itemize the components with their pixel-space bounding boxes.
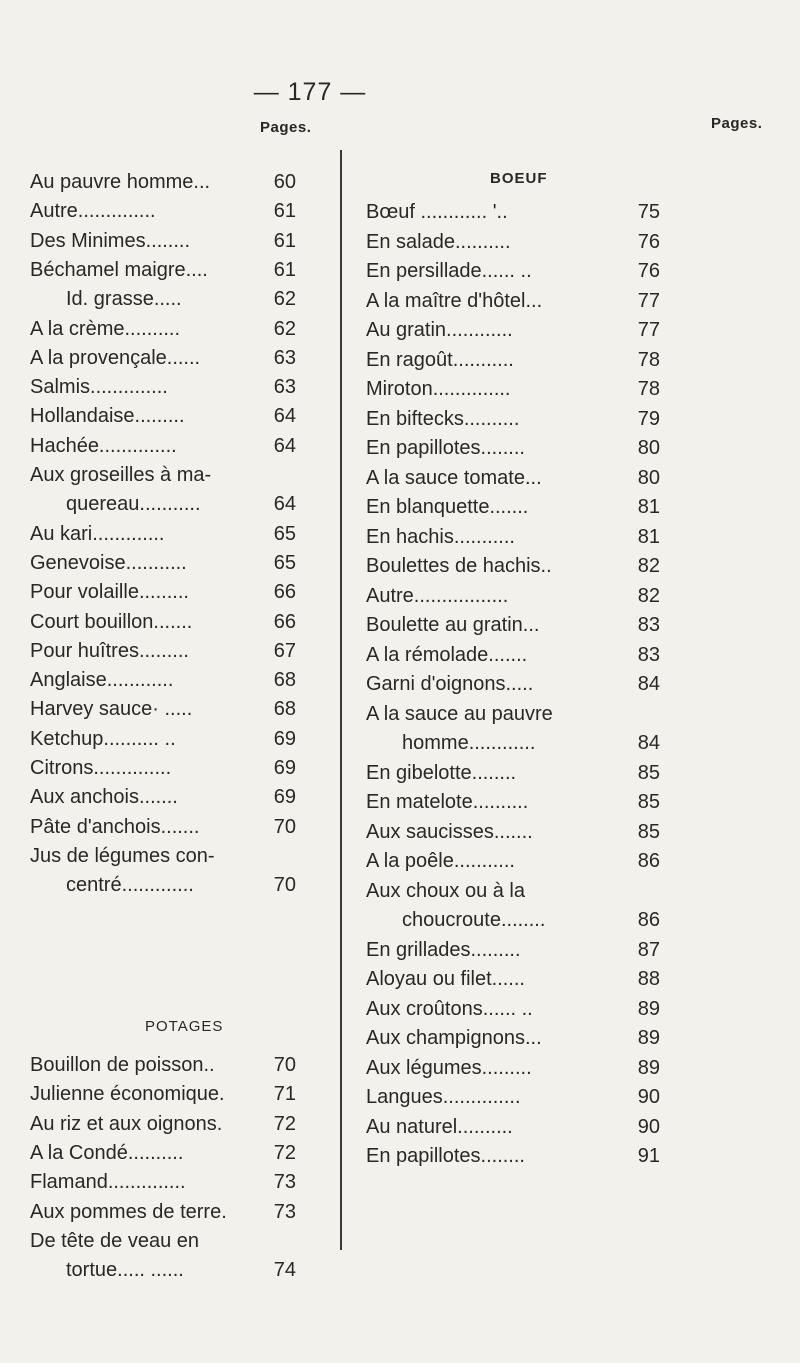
index-entry <box>30 695 296 723</box>
index-entry <box>30 1256 296 1284</box>
index-entry-label: En papillotes........ <box>366 1145 525 1167</box>
index-entry <box>366 1083 660 1111</box>
index-entry-label: Harvey sauce· ..... <box>30 698 193 721</box>
index-entry <box>366 906 660 934</box>
index-entry-page: 63 <box>273 376 296 399</box>
index-entry-page: 85 <box>637 820 660 843</box>
index-entry-label: Aux choux ou à la <box>366 879 525 902</box>
index-entry <box>30 637 296 665</box>
index-entry-label: En grillades......... <box>366 938 521 961</box>
index-entry-page: 68 <box>273 669 296 692</box>
index-entry-page: 84 <box>637 732 660 754</box>
index-entry-label: De tête de veau en <box>30 1229 200 1252</box>
index-entry-page: 62 <box>273 317 296 340</box>
index-entry-page: 85 <box>637 761 660 784</box>
index-entry <box>366 257 660 285</box>
index-entry-page: 76 <box>637 230 660 253</box>
index-entry-page: 73 <box>273 1171 296 1194</box>
index-entry-page: 87 <box>637 938 660 961</box>
index-entry-label: Salmis.............. <box>30 376 168 399</box>
index-entry-label: A la crème.......... <box>30 317 181 340</box>
index-entry <box>30 608 296 636</box>
index-entry-page: 91 <box>637 1145 660 1167</box>
index-entry-page: 86 <box>637 909 660 931</box>
index-entry-page: 70 <box>273 874 296 897</box>
left-pages-header: Pages. <box>260 119 312 136</box>
index-entry-label: Aux champignons... <box>366 1027 542 1049</box>
index-entry-page: 81 <box>637 496 660 518</box>
index-entry-label: Des Minimes........ <box>30 229 191 252</box>
index-entry <box>30 578 296 606</box>
index-entry-page: 72 <box>273 1112 296 1135</box>
index-entry <box>366 287 660 315</box>
index-entry-page: 82 <box>637 555 660 577</box>
index-entry <box>366 493 660 521</box>
index-entry-page: 78 <box>637 348 660 371</box>
index-entry-label: quereau........... <box>66 493 201 516</box>
section-title-boeuf: BOEUF <box>490 170 548 187</box>
index-entry-page: 60 <box>273 171 296 193</box>
index-entry <box>366 611 660 639</box>
index-entry-label: Hachée.............. <box>30 434 177 457</box>
index-entry-label: Au pauvre homme... <box>30 171 211 193</box>
index-entry-label: Court bouillon....... <box>30 610 193 633</box>
index-entry-label: En blanquette....... <box>366 496 529 518</box>
index-entry <box>30 461 211 489</box>
index-entry <box>30 842 215 870</box>
index-entry-page: 69 <box>273 786 296 809</box>
index-entry <box>30 490 296 518</box>
index-entry-page: 83 <box>637 643 660 666</box>
index-entry <box>30 754 296 782</box>
index-entry-page: 89 <box>637 1027 660 1049</box>
index-entry <box>366 316 660 344</box>
index-entry <box>30 432 296 460</box>
index-entry-label: Boulettes de hachis.. <box>366 555 552 577</box>
index-entry <box>366 346 660 374</box>
index-entry-label: Pour huîtres......... <box>30 639 189 662</box>
index-entry <box>30 344 296 372</box>
index-entry-page: 90 <box>637 1086 660 1108</box>
index-entry <box>30 666 296 694</box>
index-entry-label: Miroton.............. <box>366 378 511 400</box>
index-entry-page: 71 <box>273 1083 296 1106</box>
index-entry-page: 76 <box>637 260 660 282</box>
index-entry <box>366 582 660 610</box>
index-entry <box>30 1080 296 1108</box>
index-entry-label: Bouillon de poisson.. <box>30 1054 215 1076</box>
index-entry <box>366 1024 660 1052</box>
index-entry-label: Boulette au gratin... <box>366 614 540 636</box>
index-entry <box>366 434 660 462</box>
index-entry-label: Aux groseilles à ma- <box>30 464 212 486</box>
index-entry <box>366 405 660 433</box>
index-entry <box>30 285 296 313</box>
index-entry-label: Flamand.............. <box>30 1171 186 1194</box>
index-entry-page: 65 <box>273 551 296 574</box>
index-entry <box>366 936 660 964</box>
index-entry <box>366 464 660 492</box>
index-entry <box>30 813 296 841</box>
index-entry-label: A la rémolade....... <box>366 643 528 666</box>
index-entry <box>30 373 296 401</box>
index-entry <box>366 552 660 580</box>
index-entry-page: 69 <box>273 757 296 779</box>
index-entry-label: Aloyau ou filet...... <box>366 968 525 990</box>
index-entry-label: En ragoût........... <box>366 348 514 371</box>
index-entry-page: 86 <box>637 850 660 872</box>
index-entry-label: A la sauce tomate... <box>366 466 542 489</box>
index-entry-page: 64 <box>273 405 296 428</box>
index-entry <box>366 1054 660 1082</box>
index-entry-page: 80 <box>637 466 660 489</box>
index-entry <box>366 228 660 256</box>
index-entry-label: homme............ <box>402 732 536 754</box>
index-entry-label: A la sauce au pauvre <box>366 702 553 725</box>
index-entry-page: 89 <box>637 1056 660 1079</box>
index-entry-page: 66 <box>273 610 296 633</box>
index-entry-label: Genevoise........... <box>30 551 187 574</box>
index-entry-label: En salade.......... <box>366 230 511 253</box>
index-entry-label: Aux pommes de terre. <box>30 1200 227 1223</box>
index-entry-page: 75 <box>637 201 660 223</box>
index-entry-page: 68 <box>273 698 296 721</box>
index-entry <box>30 256 296 284</box>
index-entry <box>366 670 660 698</box>
index-entry <box>30 520 296 548</box>
index-entry <box>366 965 660 993</box>
index-entry-label: Jus de légumes con- <box>30 844 215 867</box>
index-entry-page: 88 <box>637 968 660 990</box>
index-entry-label: Aux légumes......... <box>366 1056 532 1079</box>
index-entry <box>366 700 553 728</box>
index-entry-page: 70 <box>273 1054 296 1076</box>
index-entry-page: 73 <box>273 1200 296 1223</box>
index-entry <box>366 759 660 787</box>
section-title-potages: POTAGES <box>145 1018 224 1035</box>
index-entry-page: 62 <box>273 288 296 311</box>
index-entry <box>30 1051 296 1079</box>
index-entry <box>366 641 660 669</box>
index-entry <box>30 402 296 430</box>
index-entry <box>30 315 296 343</box>
index-entry-page: 83 <box>637 614 660 636</box>
index-entry-label: En gibelotte........ <box>366 761 517 784</box>
index-entry-label: Aux anchois....... <box>30 786 178 809</box>
index-entry-label: centré............. <box>66 874 194 897</box>
index-entry-label: En biftecks.......... <box>366 407 520 430</box>
index-entry <box>366 995 660 1023</box>
index-entry-page: 63 <box>273 346 296 369</box>
index-entry <box>366 375 660 403</box>
index-entry-label: Bœuf ............ '.. <box>366 201 508 223</box>
index-entry <box>366 1142 660 1170</box>
index-entry <box>30 1110 296 1138</box>
index-entry-page: 65 <box>273 522 296 545</box>
index-entry <box>30 1227 199 1255</box>
index-entry-page: 77 <box>637 289 660 312</box>
index-entry-label: Citrons.............. <box>30 757 172 779</box>
index-entry-page: 67 <box>273 639 296 662</box>
index-entry-label: Aux saucisses....... <box>366 820 533 843</box>
index-entry <box>366 818 660 846</box>
index-entry-label: A la provençale...... <box>30 346 201 369</box>
index-entry-page: 81 <box>637 525 660 548</box>
index-entry-page: 82 <box>637 584 660 607</box>
index-entry-label: Garni d'oignons..... <box>366 673 534 695</box>
index-entry-label: A la poêle........... <box>366 850 515 872</box>
index-entry <box>366 847 660 875</box>
index-entry-page: 61 <box>273 258 296 281</box>
index-entry-page: 80 <box>637 437 660 459</box>
index-entry-page: 77 <box>637 319 660 341</box>
index-entry-label: Langues.............. <box>366 1086 521 1108</box>
index-entry-page: 72 <box>273 1141 296 1164</box>
index-entry-label: Au riz et aux oignons. <box>30 1112 223 1135</box>
index-entry-page: 90 <box>637 1115 660 1138</box>
index-entry <box>366 788 660 816</box>
right-pages-header: Pages. <box>711 115 763 132</box>
index-entry <box>366 523 660 551</box>
index-entry-page: 74 <box>273 1259 296 1282</box>
index-entry <box>366 729 660 757</box>
index-entry-page: 64 <box>273 434 296 457</box>
index-entry <box>30 168 296 196</box>
index-entry-page: 61 <box>273 200 296 223</box>
column-divider <box>340 150 342 1250</box>
index-entry-label: En papillotes........ <box>366 437 525 459</box>
index-entry-label: Pâte d'anchois....... <box>30 815 200 838</box>
index-entry-page: 79 <box>637 407 660 430</box>
index-entry <box>30 725 296 753</box>
index-entry-label: Hollandaise......... <box>30 405 185 428</box>
index-entry-page: 89 <box>637 997 660 1020</box>
index-entry-label: Anglaise............ <box>30 669 174 692</box>
index-entry-label: choucroute........ <box>402 909 546 931</box>
index-entry-label: Au gratin............ <box>366 319 513 341</box>
index-entry-label: A la maître d'hôtel... <box>366 289 543 312</box>
index-entry-page: 69 <box>273 727 296 750</box>
index-entry <box>30 783 296 811</box>
index-entry-page: 70 <box>273 815 296 838</box>
index-entry-label: Autre.............. <box>30 200 156 223</box>
index-entry-label: Béchamel maigre.... <box>30 258 208 281</box>
index-entry-label: En persillade...... .. <box>366 260 532 282</box>
index-entry-label: Ketchup.......... .. <box>30 727 176 750</box>
index-entry <box>30 197 296 225</box>
index-entry <box>30 1139 296 1167</box>
index-entry-page: 84 <box>637 673 660 695</box>
index-entry-page: 85 <box>637 791 660 813</box>
index-entry <box>366 198 660 226</box>
index-entry-label: A la Condé.......... <box>30 1141 184 1164</box>
index-entry-page: 64 <box>273 493 296 516</box>
index-entry-label: tortue..... ...... <box>66 1259 184 1282</box>
index-entry-label: Aux croûtons...... .. <box>366 997 533 1020</box>
index-entry <box>366 877 525 905</box>
index-entry-label: En matelote.......... <box>366 791 529 813</box>
index-entry <box>30 871 296 899</box>
index-entry <box>30 227 296 255</box>
index-entry-page: 66 <box>273 581 296 604</box>
page-number: — 177 — <box>253 78 367 106</box>
index-entry-label: Id. grasse..... <box>66 288 182 311</box>
index-entry <box>30 1198 296 1226</box>
index-entry-label: Julienne économique. <box>30 1083 225 1106</box>
index-entry <box>30 1168 296 1196</box>
index-entry-page: 61 <box>273 229 296 252</box>
index-entry-label: Autre................. <box>366 584 509 607</box>
index-entry-label: Au naturel.......... <box>366 1115 513 1138</box>
index-entry <box>366 1113 660 1141</box>
index-entry-label: En hachis........... <box>366 525 515 548</box>
index-entry <box>30 549 296 577</box>
index-entry-label: Au kari............. <box>30 522 165 545</box>
index-entry-page: 78 <box>637 378 660 400</box>
index-entry-label: Pour volaille......... <box>30 581 189 604</box>
